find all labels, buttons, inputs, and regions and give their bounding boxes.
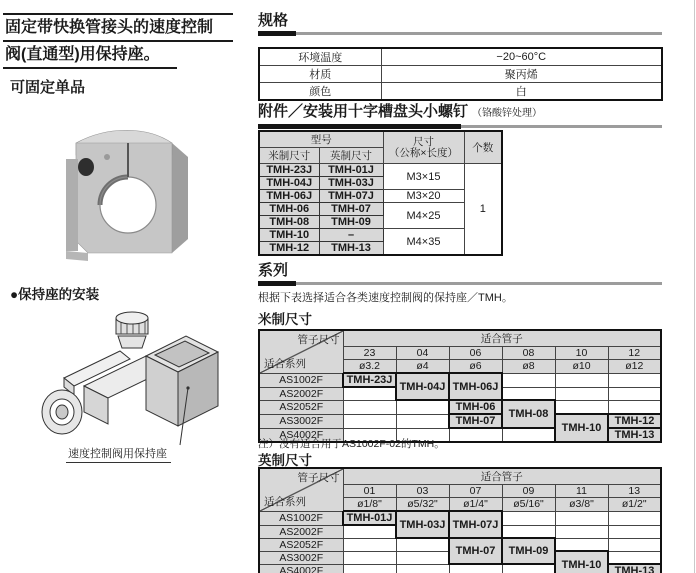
- model-inch: TMH-07J: [319, 190, 383, 203]
- tmh-model-cell: TMH-07: [449, 538, 502, 564]
- series-heading-rule: [258, 282, 662, 285]
- series-note: 注）没有适合用于AS1002F-02的TMH。: [258, 438, 445, 450]
- col-size-header: 尺寸 （公称×长度）: [383, 131, 464, 164]
- series-row-label: AS1002F: [259, 511, 343, 525]
- spec-label: 材质: [259, 66, 381, 83]
- spec-value: −20~60°C: [381, 48, 662, 66]
- tmh-model-cell: TMH-23J: [343, 373, 396, 387]
- tubing-code: 11: [555, 485, 608, 498]
- screw-size: M3×20: [383, 190, 464, 203]
- tubing-code: 12: [608, 347, 661, 360]
- series-row-label: AS2002F: [259, 525, 343, 538]
- empty-cell: [449, 564, 502, 573]
- series-description: 根据下表选择适合各类速度控制阀的保持座／TMH。: [258, 292, 513, 304]
- col-model-header: 型号: [259, 131, 383, 148]
- empty-cell: [343, 538, 396, 551]
- inch-subheading: 英制尺寸: [258, 453, 312, 468]
- empty-cell: [608, 525, 661, 538]
- model-inch: TMH-07: [319, 203, 383, 216]
- tmh-model-cell: TMH-08: [502, 400, 555, 428]
- series-row-label: AS4002F: [259, 564, 343, 573]
- accessory-section-head: [258, 103, 662, 128]
- series-row-label: AS3002F: [259, 414, 343, 428]
- tmh-model-cell: TMH-10: [555, 414, 608, 442]
- installation-diagram: [28, 298, 233, 448]
- tmh-model-cell: TMH-10: [555, 551, 608, 573]
- tmh-model-cell: TMH-06: [449, 400, 502, 414]
- series-heading: 系列: [258, 262, 289, 279]
- tubing-diameter: ø8: [502, 360, 555, 374]
- model-inch: TMH-09: [319, 216, 383, 229]
- empty-cell: [502, 387, 555, 400]
- model-metric: TMH-04J: [259, 177, 319, 190]
- model-metric: TMH-06: [259, 203, 319, 216]
- spec-table: [258, 47, 663, 101]
- pipe-size-series-corner: [259, 330, 343, 373]
- corner-bottom-label: 适合系列: [264, 495, 306, 508]
- model-inch: –: [319, 229, 383, 242]
- empty-cell: [343, 564, 396, 573]
- page-edge-rule: [694, 0, 695, 573]
- empty-cell: [555, 511, 608, 525]
- empty-cell: [555, 538, 608, 551]
- empty-cell: [502, 564, 555, 573]
- empty-cell: [396, 564, 449, 573]
- corner-bottom-label: 适合系列: [264, 357, 306, 370]
- tubing-code: 01: [343, 485, 396, 498]
- accessory-heading-note: （铬酸锌处理）: [472, 108, 543, 119]
- empty-cell: [608, 538, 661, 551]
- spec-section-head: [258, 12, 662, 35]
- tmh-model-cell: TMH-01J: [343, 511, 396, 525]
- tubing-diameter: ø3/8": [555, 498, 608, 512]
- empty-cell: [555, 387, 608, 400]
- intro-line-1: 固定带快换管接头的速度控制: [3, 15, 233, 42]
- empty-cell: [449, 428, 502, 442]
- series-row-label: AS1002F: [259, 373, 343, 387]
- model-inch: TMH-01J: [319, 164, 383, 177]
- empty-cell: [502, 525, 555, 538]
- empty-cell: [396, 538, 449, 551]
- accessory-heading: 附件／安装用十字槽盘头小螺钉: [258, 103, 469, 120]
- spec-label: 颜色: [259, 83, 381, 101]
- intro-title-block: [3, 13, 233, 69]
- tubing-diameter: ø1/2": [608, 498, 661, 512]
- tmh-model-cell: TMH-09: [502, 538, 555, 564]
- empty-cell: [555, 400, 608, 414]
- tubing-code: 06: [449, 347, 502, 360]
- empty-cell: [608, 400, 661, 414]
- series-row-label: AS4002F: [259, 428, 343, 442]
- tubing-diameter: ø12: [608, 360, 661, 374]
- series-row-label: AS2052F: [259, 400, 343, 414]
- applicable-tubing-header: 适合管子: [343, 468, 661, 485]
- tubing-diameter: ø5/32": [396, 498, 449, 512]
- accessory-screw-table: [258, 130, 503, 256]
- col-inch-header: 英制尺寸: [319, 148, 383, 164]
- pipe-size-series-corner: [259, 468, 343, 511]
- model-inch: TMH-03J: [319, 177, 383, 190]
- holder-callout-label: 速度控制阀用保持座: [66, 445, 171, 463]
- tmh-model-cell: TMH-12: [608, 414, 661, 428]
- screw-size: M3×15: [383, 164, 464, 190]
- empty-cell: [502, 373, 555, 387]
- series-table-metric: [258, 329, 662, 443]
- tubing-code: 13: [608, 485, 661, 498]
- tmh-model-cell: TMH-03J: [396, 511, 449, 538]
- empty-cell: [555, 525, 608, 538]
- applicable-tubing-header: 适合管子: [343, 330, 661, 347]
- empty-cell: [396, 414, 449, 428]
- tubing-code: 09: [502, 485, 555, 498]
- series-table-inch: [258, 467, 662, 573]
- metric-subheading: 米制尺寸: [258, 312, 312, 327]
- empty-cell: [502, 428, 555, 442]
- model-inch: TMH-13: [319, 242, 383, 256]
- install-heading: ●保持座的安装: [10, 287, 100, 302]
- tmh-model-cell: TMH-13: [608, 428, 661, 442]
- tubing-code: 08: [502, 347, 555, 360]
- tubing-diameter: ø3.2: [343, 360, 396, 374]
- tubing-code: 23: [343, 347, 396, 360]
- empty-cell: [555, 373, 608, 387]
- empty-cell: [608, 551, 661, 564]
- empty-cell: [396, 400, 449, 414]
- fixable-note: 可固定单品: [10, 79, 86, 96]
- intro-underline: [3, 67, 177, 69]
- intro-line-2: 阀(直通型)用保持座。: [5, 46, 160, 63]
- spec-value: 白: [381, 83, 662, 101]
- spec-label: 环境温度: [259, 48, 381, 66]
- tubing-diameter: ø10: [555, 360, 608, 374]
- screw-qty: 1: [464, 164, 502, 256]
- empty-cell: [608, 511, 661, 525]
- screw-size: M4×25: [383, 203, 464, 229]
- empty-cell: [343, 525, 396, 538]
- empty-cell: [343, 387, 396, 400]
- model-metric: TMH-12: [259, 242, 319, 256]
- empty-cell: [396, 551, 449, 564]
- tmh-model-cell: TMH-13: [608, 564, 661, 573]
- corner-top-label: 管子尺寸: [297, 472, 340, 484]
- spec-value: 聚丙烯: [381, 66, 662, 83]
- model-metric: TMH-10: [259, 229, 319, 242]
- accessory-heading-rule: [258, 125, 662, 128]
- tmh-model-cell: TMH-04J: [396, 373, 449, 400]
- spec-heading-rule: [258, 32, 662, 35]
- empty-cell: [343, 551, 396, 564]
- empty-cell: [502, 511, 555, 525]
- tubing-code: 07: [449, 485, 502, 498]
- series-row-label: AS2002F: [259, 387, 343, 400]
- tubing-diameter: ø4: [396, 360, 449, 374]
- tubing-diameter: ø6: [449, 360, 502, 374]
- tubing-code: 04: [396, 347, 449, 360]
- empty-cell: [608, 373, 661, 387]
- model-metric: TMH-06J: [259, 190, 319, 203]
- spec-heading: 规格: [258, 12, 289, 29]
- col-qty-header: 个数: [464, 131, 502, 164]
- model-metric: TMH-23J: [259, 164, 319, 177]
- tmh-model-cell: TMH-07: [449, 414, 502, 428]
- holder-product-photo: [52, 113, 202, 263]
- series-section-head: [258, 262, 662, 285]
- empty-cell: [343, 400, 396, 414]
- tubing-diameter: ø5/16": [502, 498, 555, 512]
- col-metric-header: 米制尺寸: [259, 148, 319, 164]
- empty-cell: [343, 414, 396, 428]
- tubing-diameter: ø1/8": [343, 498, 396, 512]
- tubing-code: 10: [555, 347, 608, 360]
- tmh-model-cell: TMH-07J: [449, 511, 502, 538]
- corner-top-label: 管子尺寸: [297, 334, 340, 346]
- screw-size: M4×35: [383, 229, 464, 256]
- tubing-code: 03: [396, 485, 449, 498]
- empty-cell: [608, 387, 661, 400]
- tmh-model-cell: TMH-06J: [449, 373, 502, 400]
- series-row-label: AS2052F: [259, 538, 343, 551]
- series-row-label: AS3002F: [259, 551, 343, 564]
- tubing-diameter: ø1/4": [449, 498, 502, 512]
- model-metric: TMH-08: [259, 216, 319, 229]
